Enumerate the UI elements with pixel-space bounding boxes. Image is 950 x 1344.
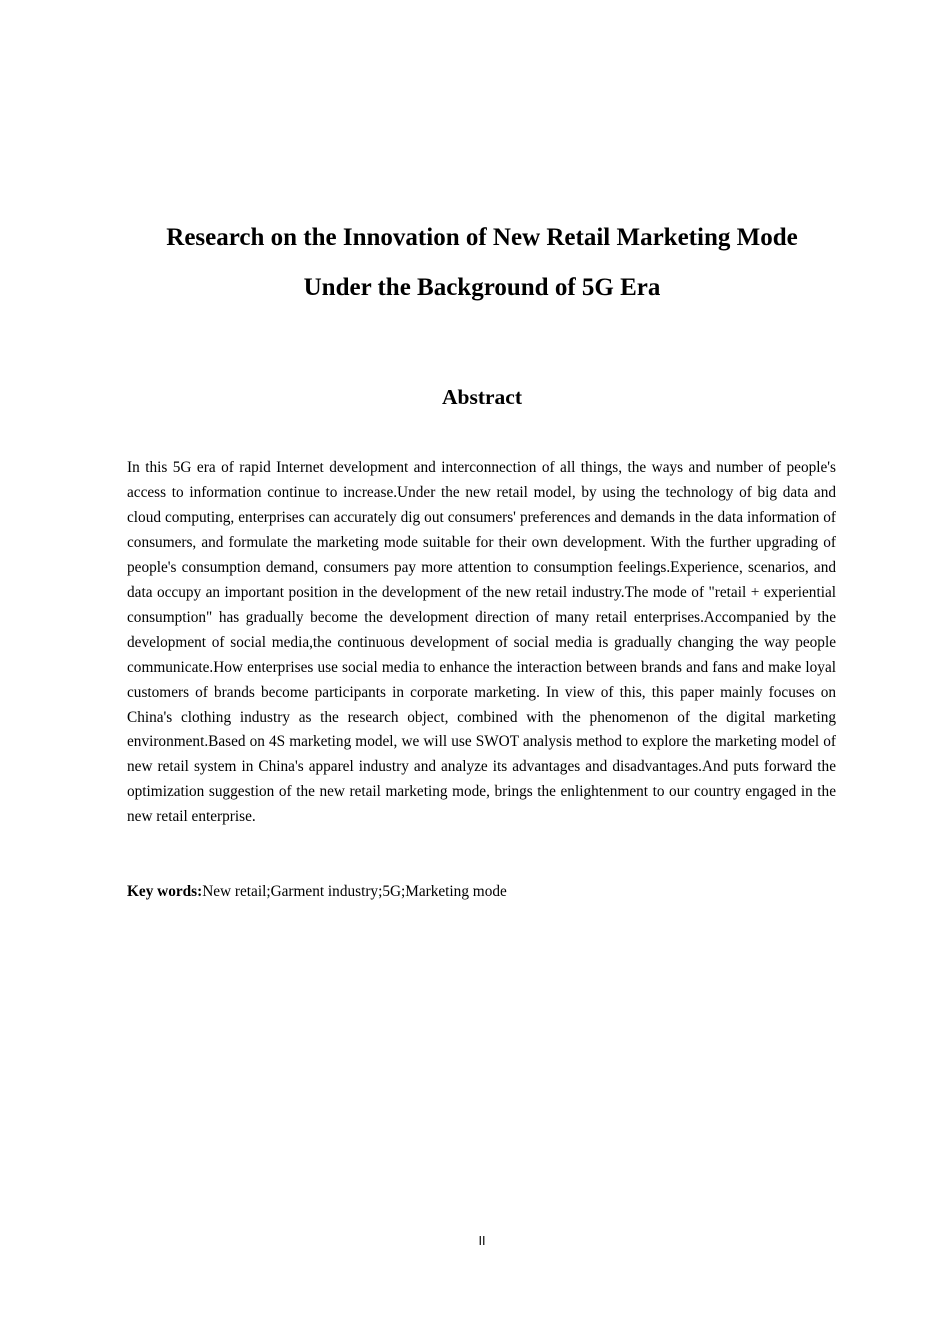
abstract-body: In this 5G era of rapid Internet development and interconnection of all things, the ways and number of people's access to information continue to increase.Under the new retail model, by using the technology of big data and cloud computing, enterprises can accurately dig out consumers' preferences and demands in the data information of consumers, and formulate the marketing mode suitable for their own development. With the further upgrading of people's consumption demand, consumers pay more attention to consumption feelings.Experience, scenarios, and data occupy an important position in the development of the new retail industry.The mode of "retail + experiential consumption" has gradually become the development direction of many retail enterprises.Accompanied by the development of social media,the continuous development of social media is gradually changing the way people communicate.How enterprises use social media to enhance the interaction between brands and fans and make loyal customers of brands become participants in corporate marketing. In view of this, this paper mainly focuses on China's clothing industry as the research object, combined with the phenomenon of the digital marketing environment.Based on 4S marketing model, we will use SWOT analysis method to explore the marketing model of new retail system in China's apparel industry and analyze its advantages and disadvantages.And puts forward the optimization suggestion of the new retail marketing mode, brings the enlightenment to our country engaged in the new retail enterprise. — [127, 459, 836, 826]
keywords-line — [127, 879, 836, 904]
paper-title-line-1: Research on the Innovation of New Retail Marketing Mode — [166, 224, 798, 251]
abstract-heading: Abstract — [441, 385, 522, 409]
page-number: II — [478, 1234, 486, 1248]
keywords-label: Key words: — [127, 883, 203, 900]
keywords-value: New retail;Garment industry;5G;Marketing mode — [202, 883, 507, 900]
paper-title-line-2: Under the Background of 5G Era — [303, 274, 661, 301]
